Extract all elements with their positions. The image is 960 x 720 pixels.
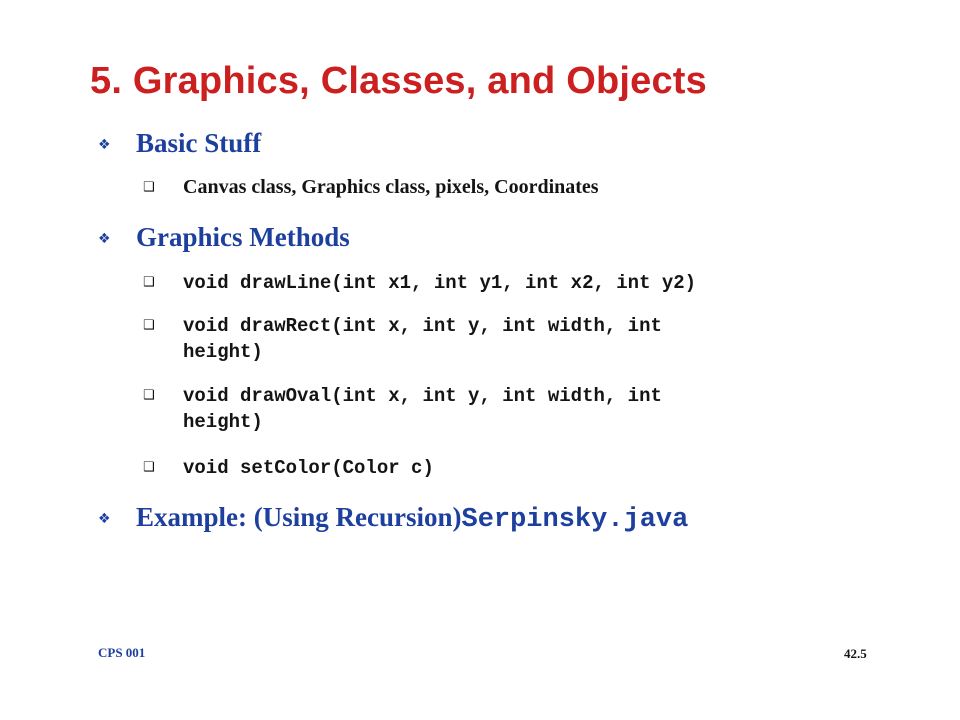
footer-course: CPS 001 [98, 645, 146, 660]
bullet-basic-stuff [98, 128, 261, 159]
diamond-bullet-icon: ❖ [98, 511, 111, 527]
subitem-code: void drawLine(int x1, int y1, int x2, int y2) [183, 272, 697, 294]
square-bullet-icon: ❑ [143, 388, 155, 403]
subitem-code: void drawOval(int x, int y, int width, int height) [183, 385, 662, 433]
diamond-bullet-icon: ❖ [98, 231, 111, 247]
subitem-drawline [143, 270, 696, 296]
subitem-setcolor [143, 455, 434, 481]
bullet-text: Basic Stuff [136, 128, 262, 158]
subitem-code: void drawRect(int x, int y, int width, int height) [183, 315, 662, 363]
subitem-drawoval [143, 383, 662, 435]
subitem-code: void setColor(Color c) [183, 457, 434, 479]
subitem-drawrect [143, 313, 662, 365]
bullet-example [98, 502, 688, 535]
bullet-text: Example: (Using Recursion) [136, 502, 462, 532]
bullet-text: Graphics Methods [136, 222, 350, 252]
example-filename: Serpinsky.java [461, 505, 689, 535]
footer-page-number: 42.5 [844, 646, 867, 661]
bullet-graphics-methods [98, 222, 350, 253]
diamond-bullet-icon: ❖ [98, 137, 111, 153]
slide-title: 5. Graphics, Classes, and Objects [90, 60, 707, 102]
square-bullet-icon: ❑ [143, 318, 155, 333]
square-bullet-icon: ❑ [143, 275, 155, 290]
square-bullet-icon: ❑ [143, 460, 155, 475]
square-bullet-icon: ❑ [143, 180, 155, 195]
subitem-text: Canvas class, Graphics class, pixels, Coordinates [183, 176, 599, 198]
subitem-canvas-class [143, 176, 599, 199]
